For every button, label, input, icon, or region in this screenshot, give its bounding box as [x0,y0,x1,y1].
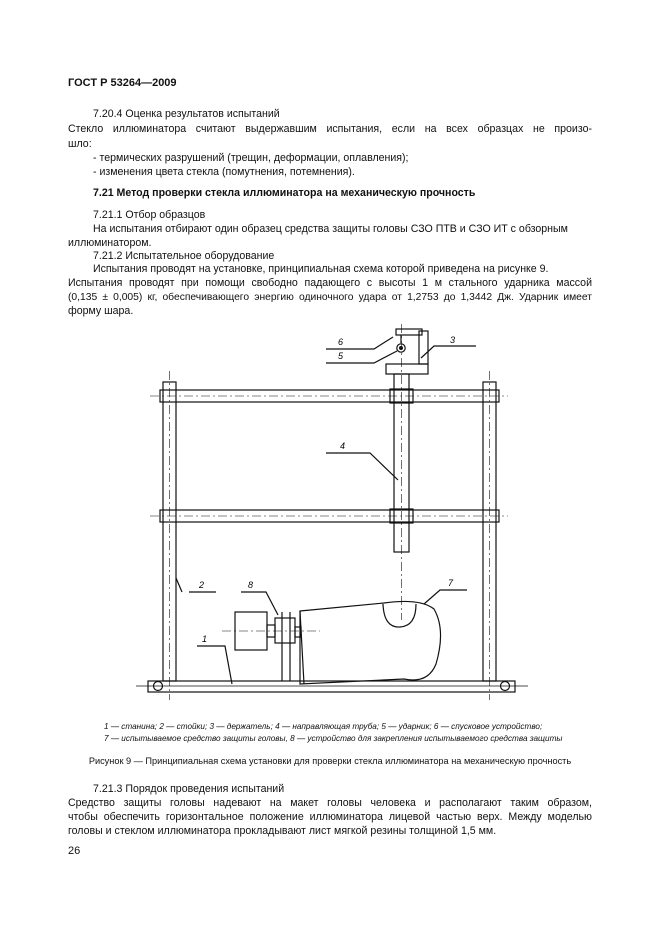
paragraph-line: иллюминатором. [68,237,152,249]
subsection-title-7-20-4: 7.20.4 Оценка результатов испытаний [93,108,280,120]
figure-label-6: 6 [338,337,344,347]
document-header: ГОСТ Р 53264—2009 [68,77,177,89]
list-item: - изменения цвета стекла (помутнения, потемнения). [93,166,355,178]
helmet-outline [300,601,441,684]
paragraph-line: головы и стеклом иллюминатора прокладывают лист мягкой резины толщиной 1,5 мм. [68,825,497,837]
leader-line-2b [176,578,182,592]
leader-line-3 [421,346,476,358]
paragraph-line: Испытания проводят на установке, принципиальная схема которой приведена на рисунке 9. [93,263,549,275]
leader-line-6 [326,337,393,349]
figure-label-3: 3 [450,335,456,345]
visor-window [383,604,416,627]
holder [386,364,428,374]
paragraph-line: Стекло иллюминатора считают выдержавшим испытания, если на всех образцах не произо- [68,123,592,135]
figure-label-4: 4 [340,441,346,451]
figure-label-2: 2 [199,580,205,590]
figure-label-5: 5 [338,351,344,361]
page-number: 26 [68,845,81,857]
figure-label-8: 8 [248,580,254,590]
paragraph-line: Испытания проводят при помощи свободно падающего с высоты 1 м стального ударника массой [68,277,592,289]
figure-label-7: 7 [448,578,454,588]
list-item: - термических разрушений (трещин, деформации, оплавления); [93,152,409,164]
section-title-7-21: 7.21 Метод проверки стекла иллюминатора на механическую прочность [93,187,476,199]
holder-stand [419,331,428,364]
figure-legend-line: 1 — станина; 2 — стойки; 3 — держатель; 4 — направляющая труба; 5 — ударник; 6 — спусковое устройство; [104,722,543,731]
striker-center [400,347,403,350]
leader-line-7 [424,590,467,604]
leader-line-5 [326,351,397,363]
figure-caption: Рисунок 9 — Принципиальная схема установки для проверки стекла иллюминатора на механическую прочность [88,756,572,766]
paragraph-line: шло: [68,138,92,150]
paragraph-line: форму шара. [68,305,134,317]
figure-legend-line: 7 — испытываемое средство защиты головы, 8 — устройство для закрепления испытываемого средства защиты [104,734,563,743]
figure-label-1: 1 [202,634,208,644]
leader-line-1 [197,646,232,684]
paragraph-line: На испытания отбирают один образец средства защиты головы СЗО ПТВ и СЗО ИТ с обзорным [93,223,568,235]
subsection-title-7-21-2: 7.21.2 Испытательное оборудование [93,250,275,262]
lower-crossbar [160,510,499,522]
trigger-bracket [396,329,422,335]
subsection-title-7-21-3: 7.21.3 Порядок проведения испытаний [93,783,285,795]
upper-crossbar [160,390,499,402]
clamp-block [275,618,295,643]
leader-line-4 [326,453,398,480]
paragraph-line: чтобы обеспечить горизонтальное положение иллюминатора лицевой частью верх. Между моделью [68,811,592,823]
subsection-title-7-21-1: 7.21.1 Отбор образцов [93,209,206,221]
paragraph-line: (0,135 ± 0,005) кг, обеспечивающего энергию одиночного удара от 1,2753 до 1,3442 Дж. Ударник имеет [68,292,592,303]
paragraph-line: Средство защиты головы надевают на макет головы человека и располагают таким образом, [68,797,592,809]
